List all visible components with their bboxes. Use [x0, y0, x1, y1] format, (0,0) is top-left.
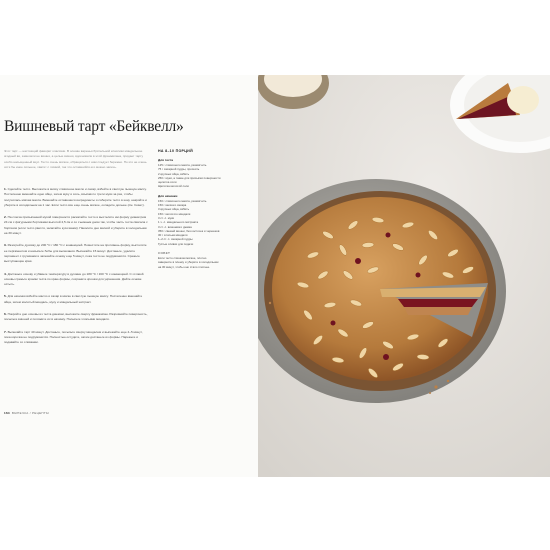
- method-step: [4, 294, 149, 305]
- ingredient-item: Щепотка молотой соли: [158, 184, 189, 189]
- step-text: На слегка присыпанной мукой поверхности раскатайте тесто и выстелите им форму диаметром 24 см с фигурными бортиками высотой 2,5 см и со съемным дном так, чтобы часть теста свисала с бортиков (если тесто рвется, залатайте кусочками). Наколите дно вилкой и уберите в холодильник на 30 минут.: [4, 215, 148, 236]
- section-name: ВЫПЕЧКА / РЕЦЕПТЫ: [11, 411, 49, 415]
- recipe-title: Вишневый тарт «Бейквелл»: [4, 118, 184, 135]
- ingredient-item: 1 ч. л. миндального экстракта: [158, 220, 199, 225]
- tip-text: Если тесто слишком мягкое, плотно заверните в пленку и уберите в холодильник на 30 минут, чтобы оно стало плотнее.: [158, 256, 219, 269]
- step-text: Выпекайте тарт 40 минут. Достаньте, посыпьте сверху миндалем и выпекайте еще 4–5 минут, пока корочка не подрумянится. Полностью остудите, затем достаньте из формы. Нарежьте и подавайте со сливками.: [4, 329, 143, 345]
- page-number: 164: [4, 411, 10, 415]
- step-number: 7.: [4, 329, 7, 334]
- ingredient-item: 3 ст. л. муки: [158, 215, 175, 220]
- ingredient-item: 1–2 ст. л. сахарной пудры: [158, 237, 193, 242]
- dough-ingredients: [158, 163, 230, 189]
- step-text: Для начинки взбейте масло и сахар в миске в светлую пышную массу. Постепенно вмешайте яйца, затем молотый миндаль, муку и миндальный экстракт.: [4, 294, 143, 304]
- filling-ingredients: [158, 199, 230, 246]
- method-step: [4, 243, 149, 264]
- book-spread: [0, 75, 550, 477]
- step-number: 4.: [4, 271, 7, 276]
- ingredient-item: 150 г сливочного масла, размягчить: [158, 198, 207, 203]
- ingredient-item: 350 г свежей вишни, без косточек и черешков: [158, 228, 220, 233]
- ingredient-item: 250 г муки, а также для присыпки поверхности: [158, 175, 221, 180]
- page-footer: [4, 411, 49, 415]
- ingredient-item: 150 г мелкого сахара: [158, 203, 187, 208]
- method-step: [4, 272, 149, 288]
- method-step: [4, 330, 149, 346]
- step-text: Достаньте основу и убавьте температуру в духовке до 180 °С / 160 °С с конвекцией. С готовой основы срежьте кромки теста по краю формы, сохраните крошки для украшения. Дайте основе остыть.: [4, 271, 144, 287]
- step-number: 5.: [4, 294, 7, 299]
- filling-title: Для начинки: [158, 193, 178, 198]
- recipe-intro: Этот тарт — настоящий фаворит классики. В основе варенья брятельной классики миндальное ягодный ви, замечали не вишня, а целые вишни, вдохновили в этой франжипана, придает тарту особо насыщенный вкус. Тесто очень мягкое, обращаться с ним следует бережно. Но кто не очень хотя бы иное сильное, хватит с лихвой, так что оставшийся его можно запечь.: [4, 149, 147, 170]
- tart-photo-illustration: [258, 75, 550, 477]
- ingredient-item: щепотка соли: [158, 180, 177, 185]
- ingredient-item: Густые сливки для подачи: [158, 241, 194, 246]
- step-number: 6.: [4, 312, 7, 317]
- ingredients-sidebar: [158, 149, 230, 269]
- dough-title: Для теста: [158, 158, 173, 162]
- step-number: 3.: [4, 243, 7, 248]
- step-number: 1.: [4, 187, 7, 191]
- tart-photo: [258, 75, 550, 477]
- step-number: 2.: [4, 215, 7, 220]
- step-text: Сделайте тесто. Выложите в миску сливочное масло и сахар, взбейте в светлую пышную массу. Постепенно вмешайте одно яйцо, затем муку и соль, всыпав по трети муки за раз, чтобы получилась мягкая масса. Вмешайте оставшиеся ингредиенты и соберите тесто в шар, накройте и уберите в холодильник на 1 час. Если тесто все еще очень мягкое, охладите дольше (см. Совет).: [4, 187, 147, 207]
- ingredient-item: 125 г сливочного масла, размягчить: [158, 163, 207, 167]
- step-text: Покройте дно основы из теста джемом, выложите сверху франжипан. Разровняйте поверхность, посыпьте вишней и положите их в начинку. Посыпьте хлопьями миндаля.: [4, 312, 148, 322]
- servings: НА 8–10 ПОРЦИЙ: [158, 149, 193, 153]
- ingredient-item: 75 г сахарной пудры, просеять: [158, 167, 200, 172]
- ingredient-item: 3 ст. л. вишневого джема: [158, 224, 192, 229]
- ingredient-item: 2 крупных яйца, взбить: [158, 171, 190, 176]
- text-page: [0, 75, 258, 477]
- ingredient-item: 3 крупных яйца, взбить: [158, 207, 190, 212]
- ingredient-item: 150 г молотого миндаля: [158, 211, 191, 216]
- method-steps: [4, 187, 149, 353]
- ingredient-item: 30 г хлопьев миндаля: [158, 233, 188, 238]
- method-step: [4, 312, 149, 323]
- method-step: [4, 215, 149, 236]
- step-text: Разогрейте духовку до 200 °С / 180 °С с конвекцией. Поместите на противень форму, выстелите ее пергаментом и насыпьте бобы для выпекания. Выпекайте 15 минут. Достаньте, удалите пергамент с грузиками и запекайте основу еще 5 минут, пока тесто не подрумянится. Срежьте выступающие края.: [4, 243, 147, 264]
- method-step: [4, 187, 149, 208]
- tip-title: СОВЕТ: [158, 251, 171, 256]
